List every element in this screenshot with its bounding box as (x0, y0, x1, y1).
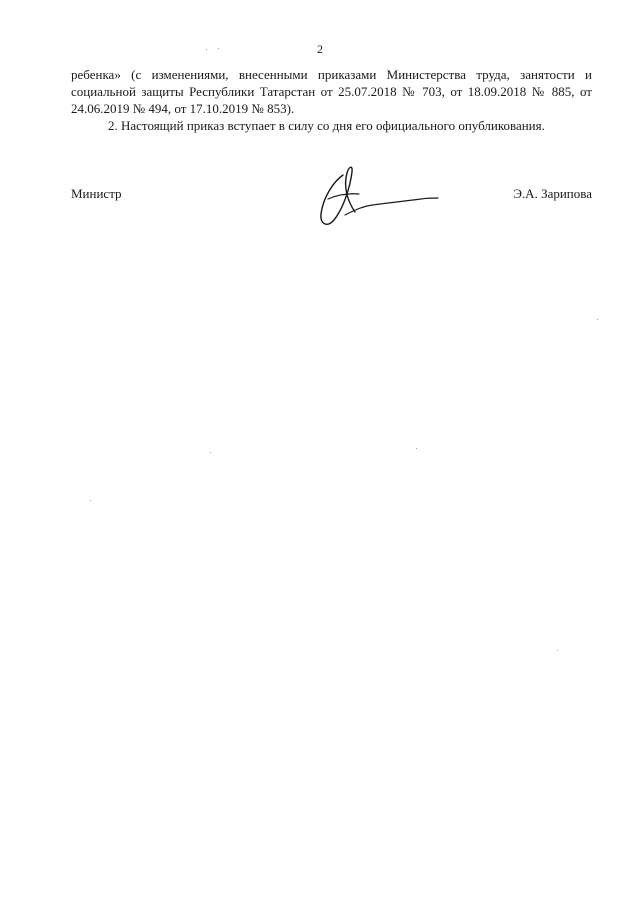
paragraph-continuation: ребенка» (с изменениями, внесенными приказами Министерства труда, занятости и социальной защиты Республики Татарстан от 25.07.2018 № 703, от 18.09.2018 № 885, от 24.06.2019 № 494, от 17.10.2019 № 853). (71, 67, 592, 116)
paragraph-effective-date: 2. Настоящий приказ вступает в силу со дня его официального опубликования. (108, 118, 545, 133)
page-number: 2 (317, 42, 323, 56)
scan-speck (90, 500, 91, 501)
signer-name: Э.А. Зарипова (513, 186, 592, 201)
scan-speck (218, 48, 219, 49)
signer-position: Министр (71, 186, 122, 201)
scan-speck (210, 452, 211, 453)
document-body (71, 66, 592, 134)
handwritten-signature (315, 162, 445, 232)
scan-speck (557, 650, 558, 651)
scan-speck (416, 448, 417, 449)
scan-speck (597, 319, 598, 320)
scan-speck (206, 49, 207, 50)
